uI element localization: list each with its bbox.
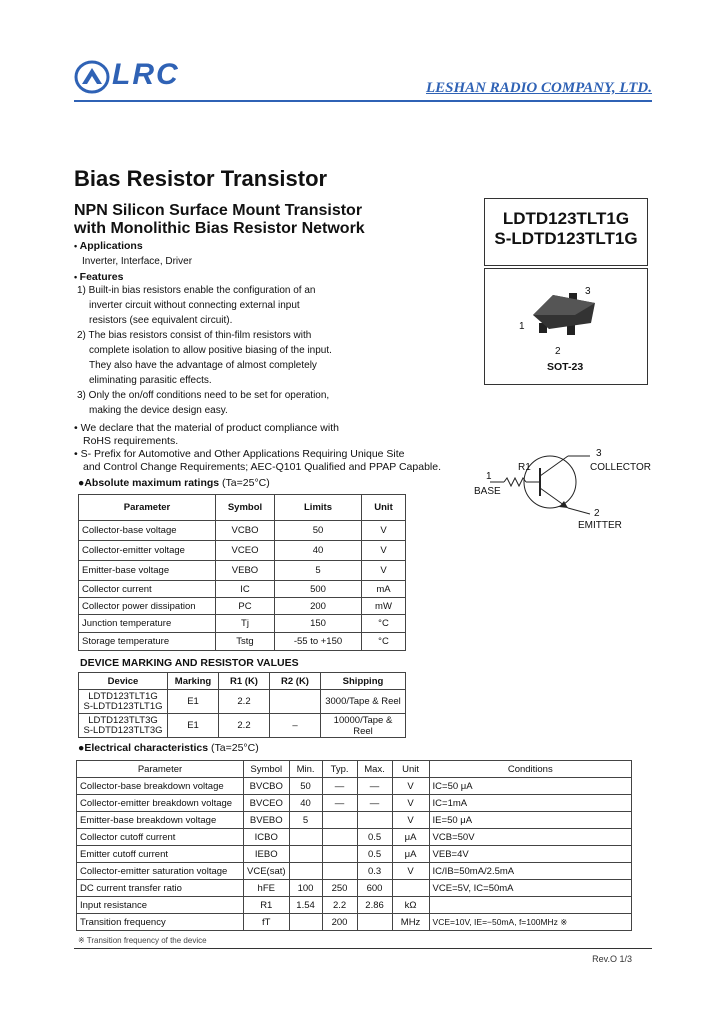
cell: VEBO — [216, 561, 275, 581]
cell: VCE=5V, IC=50mA — [429, 880, 631, 897]
cell: – — [270, 714, 321, 738]
table-row — [77, 897, 632, 914]
table-row — [77, 795, 632, 812]
footer-divider — [74, 948, 652, 949]
cell: V — [362, 521, 406, 541]
col-header: Symbol — [244, 761, 290, 778]
cell: IEBO — [244, 846, 290, 863]
feature-line: They also have the advantage of almost completely — [89, 360, 317, 371]
cell: LDTD123TLT3G — [88, 714, 158, 726]
applications-heading: Applications — [79, 240, 143, 252]
col-header: Conditions — [429, 761, 631, 778]
cell: 50 — [289, 778, 322, 795]
note-line: RoHS requirements. — [83, 435, 179, 447]
cell — [322, 829, 357, 846]
cell — [392, 880, 429, 897]
table-header-row — [77, 761, 632, 778]
cell: IC/IB=50mA/2.5mA — [429, 863, 631, 880]
cell: V — [362, 541, 406, 561]
feature-line: complete isolation to allow positive biasing of the input. — [89, 345, 332, 356]
applications-text: Inverter, Interface, Driver — [82, 256, 193, 267]
col-header: Device — [79, 673, 168, 690]
subtitle-line-2: with Monolithic Bias Resistor Network — [74, 220, 365, 237]
cell: E1 — [168, 690, 219, 714]
table-row — [79, 598, 406, 615]
package-label: SOT-23 — [547, 361, 584, 373]
cell: IC=50 μA — [429, 778, 631, 795]
cell: V — [392, 812, 429, 829]
cell: Tstg — [216, 633, 275, 651]
col-header: Parameter — [79, 495, 216, 521]
cell: Collector cutoff current — [77, 829, 244, 846]
feature-line: 3) Only the on/off conditions need to be set for operation, — [77, 390, 330, 401]
cell: — — [322, 795, 357, 812]
cell: 50 — [275, 521, 362, 541]
cell — [289, 863, 322, 880]
cell: VEB=4V — [429, 846, 631, 863]
col-header: Min. — [289, 761, 322, 778]
table-row — [79, 633, 406, 651]
col-header: Symbol — [216, 495, 275, 521]
table-row — [79, 615, 406, 633]
cell: 10000/Tape & Reel — [321, 714, 406, 738]
col-header: Parameter — [77, 761, 244, 778]
cell: BVEBO — [244, 812, 290, 829]
cell: fT — [244, 914, 290, 931]
col-header: Shipping — [321, 673, 406, 690]
cell — [289, 914, 322, 931]
cell: E1 — [168, 714, 219, 738]
col-header: Max. — [357, 761, 392, 778]
cell: S-LDTD123TLT1G — [83, 700, 163, 712]
cell: 100 — [289, 880, 322, 897]
cell: VCEO — [216, 541, 275, 561]
cell: R1 — [244, 897, 290, 914]
col-header: Marking — [168, 673, 219, 690]
cell: hFE — [244, 880, 290, 897]
cell: Tj — [216, 615, 275, 633]
cell: Emitter cutoff current — [77, 846, 244, 863]
cell: -55 to +150 — [275, 633, 362, 651]
equivalent-circuit — [470, 440, 660, 540]
feature-line: eliminating parasitic effects. — [89, 375, 212, 386]
part-number-2: S-LDTD123TLT1G — [494, 229, 638, 248]
cell: — — [322, 778, 357, 795]
cell: VCBO — [216, 521, 275, 541]
cell: V — [392, 778, 429, 795]
cell: V — [362, 561, 406, 581]
cell: LDTD123TLT1G — [88, 690, 158, 702]
abs-max-condition: (Ta=25°C) — [222, 477, 270, 489]
cell — [429, 897, 631, 914]
note-line: S- Prefix for Automotive and Other Applications Requiring Unique Site — [80, 448, 405, 460]
sot23-package-icon — [525, 289, 605, 339]
cell: μA — [392, 846, 429, 863]
elec-title: Electrical characteristics — [84, 742, 209, 754]
elec-heading: ●Electrical characteristics (Ta=25°C) — [78, 742, 259, 754]
cell — [322, 863, 357, 880]
cell: Collector-base voltage — [79, 521, 216, 541]
cell: Collector-emitter voltage — [79, 541, 216, 561]
cell: Emitter-base breakdown voltage — [77, 812, 244, 829]
company-name: LESHAN RADIO COMPANY, LTD. — [425, 80, 652, 96]
cell: Junction temperature — [79, 615, 216, 633]
cell: — — [357, 795, 392, 812]
cell: 3000/Tape & Reel — [321, 690, 406, 714]
cell: Emitter-base voltage — [79, 561, 216, 581]
cell: Collector-emitter saturation voltage — [77, 863, 244, 880]
cell: Transition frequency — [77, 914, 244, 931]
cell: 0.5 — [357, 829, 392, 846]
pin-3-label: 3 — [585, 286, 591, 297]
table-row — [79, 541, 406, 561]
table-header-row — [79, 495, 406, 521]
node-1-label: 1 — [486, 471, 492, 482]
table-header-row — [79, 673, 406, 690]
col-header: R2 (K) — [270, 673, 321, 690]
cell: BVCBO — [244, 778, 290, 795]
pin-1-label: 1 — [519, 321, 525, 332]
cell: BVCEO — [244, 795, 290, 812]
cell: PC — [216, 598, 275, 615]
note-line: and Control Change Requirements; AEC-Q101 Qualified and PPAP Capable. — [83, 461, 441, 473]
cell: °C — [362, 615, 406, 633]
cell: IC — [216, 581, 275, 598]
cell: 2.2 — [219, 690, 270, 714]
cell: S-LDTD123TLT3G — [83, 724, 163, 736]
cell — [289, 846, 322, 863]
company-logo — [74, 58, 204, 98]
lrc-logo-icon — [74, 60, 110, 94]
cell: μA — [392, 829, 429, 846]
col-header: Typ. — [322, 761, 357, 778]
elec-condition: (Ta=25°C) — [211, 742, 259, 754]
cell: VCE=10V, IE=−50mA, f=100MHz ※ — [429, 914, 631, 931]
cell: 5 — [289, 812, 322, 829]
cell: 500 — [275, 581, 362, 598]
elec-table — [76, 760, 632, 931]
part-number-1: LDTD123TLT1G — [502, 209, 630, 228]
marking-table — [78, 672, 406, 738]
cell: MHz — [392, 914, 429, 931]
cell: 2.86 — [357, 897, 392, 914]
node-3-label: 3 — [596, 448, 602, 459]
table-row — [77, 812, 632, 829]
col-header: Unit — [392, 761, 429, 778]
header-divider — [74, 100, 652, 102]
feature-line: 2) The bias resistors consist of thin-film resistors with — [77, 330, 312, 341]
cell: 1.54 — [289, 897, 322, 914]
table-row — [79, 521, 406, 541]
cell: 600 — [357, 880, 392, 897]
cell: V — [392, 795, 429, 812]
feature-line: making the device design easy. — [89, 405, 228, 416]
cell: — — [357, 778, 392, 795]
note-line: We declare that the material of product compliance with — [80, 422, 339, 434]
revision-label: Rev.O 1/3 — [592, 954, 632, 964]
logo-text: LRC — [112, 58, 180, 91]
cell: 0.3 — [357, 863, 392, 880]
cell — [322, 812, 357, 829]
features-heading: Features — [79, 271, 124, 283]
cell — [270, 690, 321, 714]
cell: mA — [362, 581, 406, 598]
table-row — [79, 581, 406, 598]
cell: IC=1mA — [429, 795, 631, 812]
table-row — [77, 880, 632, 897]
cell: VCE(sat) — [244, 863, 290, 880]
cell — [322, 846, 357, 863]
cell: 2.2 — [219, 714, 270, 738]
page-title: Bias Resistor Transistor — [74, 166, 328, 191]
cell: 200 — [322, 914, 357, 931]
abs-max-title: Absolute maximum ratings — [84, 477, 220, 489]
cell: Collector-emitter breakdown voltage — [77, 795, 244, 812]
cell: ICBO — [244, 829, 290, 846]
abs-max-table — [78, 494, 406, 651]
cell: Collector current — [79, 581, 216, 598]
cell: kΩ — [392, 897, 429, 914]
cell: DC current transfer ratio — [77, 880, 244, 897]
cell: V — [392, 863, 429, 880]
cell: 2.2 — [322, 897, 357, 914]
col-header: Limits — [275, 495, 362, 521]
package-box — [484, 268, 648, 385]
applications-section: • Applications Inverter, Interface, Driver — [74, 240, 193, 267]
footnote: ※ Transition frequency of the device — [78, 936, 207, 945]
cell: IE=50 μA — [429, 812, 631, 829]
cell: 40 — [289, 795, 322, 812]
part-number-box — [484, 198, 648, 266]
table-row — [79, 690, 406, 714]
subtitle — [74, 202, 365, 238]
cell — [357, 812, 392, 829]
feature-line: resistors (see equivalent circuit). — [89, 315, 233, 326]
table-row — [79, 714, 406, 738]
table-row — [77, 914, 632, 931]
col-header: R1 (K) — [219, 673, 270, 690]
cell — [357, 914, 392, 931]
node-2-label: 2 — [594, 508, 600, 519]
compliance-notes: • We declare that the material of product compliance with RoHS requirements. • S- Prefix for Automotive and Other Applications Requiring Unique Site and Control Change Requirements; AEC-Q101 Qualified and PPAP Capable. — [74, 422, 441, 473]
table-row — [79, 561, 406, 581]
cell: mW — [362, 598, 406, 615]
col-header: Unit — [362, 495, 406, 521]
subtitle-line-1: NPN Silicon Surface Mount Transistor — [74, 202, 363, 219]
cell: Collector power dissipation — [79, 598, 216, 615]
table-row — [77, 829, 632, 846]
feature-line: inverter circuit without connecting external input — [89, 300, 300, 311]
base-label: BASE — [474, 486, 501, 497]
emitter-label: EMITTER — [578, 520, 622, 531]
cell: 200 — [275, 598, 362, 615]
feature-line: 1) Built-in bias resistors enable the configuration of an — [77, 285, 316, 296]
table-row — [77, 846, 632, 863]
cell: °C — [362, 633, 406, 651]
cell: 150 — [275, 615, 362, 633]
cell: Input resistance — [77, 897, 244, 914]
r1-label: R1 — [518, 462, 531, 473]
pin-2-label: 2 — [555, 346, 561, 357]
marking-heading: DEVICE MARKING AND RESISTOR VALUES — [80, 657, 299, 669]
cell: Storage temperature — [79, 633, 216, 651]
cell: 0.5 — [357, 846, 392, 863]
features-section: • Features 1) Built-in bias resistors enable the configuration of an inverter circuit without connecting external input resistors (see equivalent circuit). 2) The bias resistors consist of thin-film resistors with complete isolation to allow positive biasing of the input. They also have the advantage of almost completely eliminating parasitic effects. 3) Only the on/off conditions need to be set for operation, making the device design easy. — [74, 271, 334, 418]
table-row — [77, 778, 632, 795]
table-row — [77, 863, 632, 880]
cell: 5 — [275, 561, 362, 581]
features-list — [77, 283, 334, 418]
cell: 250 — [322, 880, 357, 897]
cell — [289, 829, 322, 846]
abs-max-heading: ●Absolute maximum ratings (Ta=25°C) — [78, 477, 270, 489]
cell: 40 — [275, 541, 362, 561]
cell: VCB=50V — [429, 829, 631, 846]
collector-label: COLLECTOR — [590, 462, 651, 473]
cell: Collector-base breakdown voltage — [77, 778, 244, 795]
